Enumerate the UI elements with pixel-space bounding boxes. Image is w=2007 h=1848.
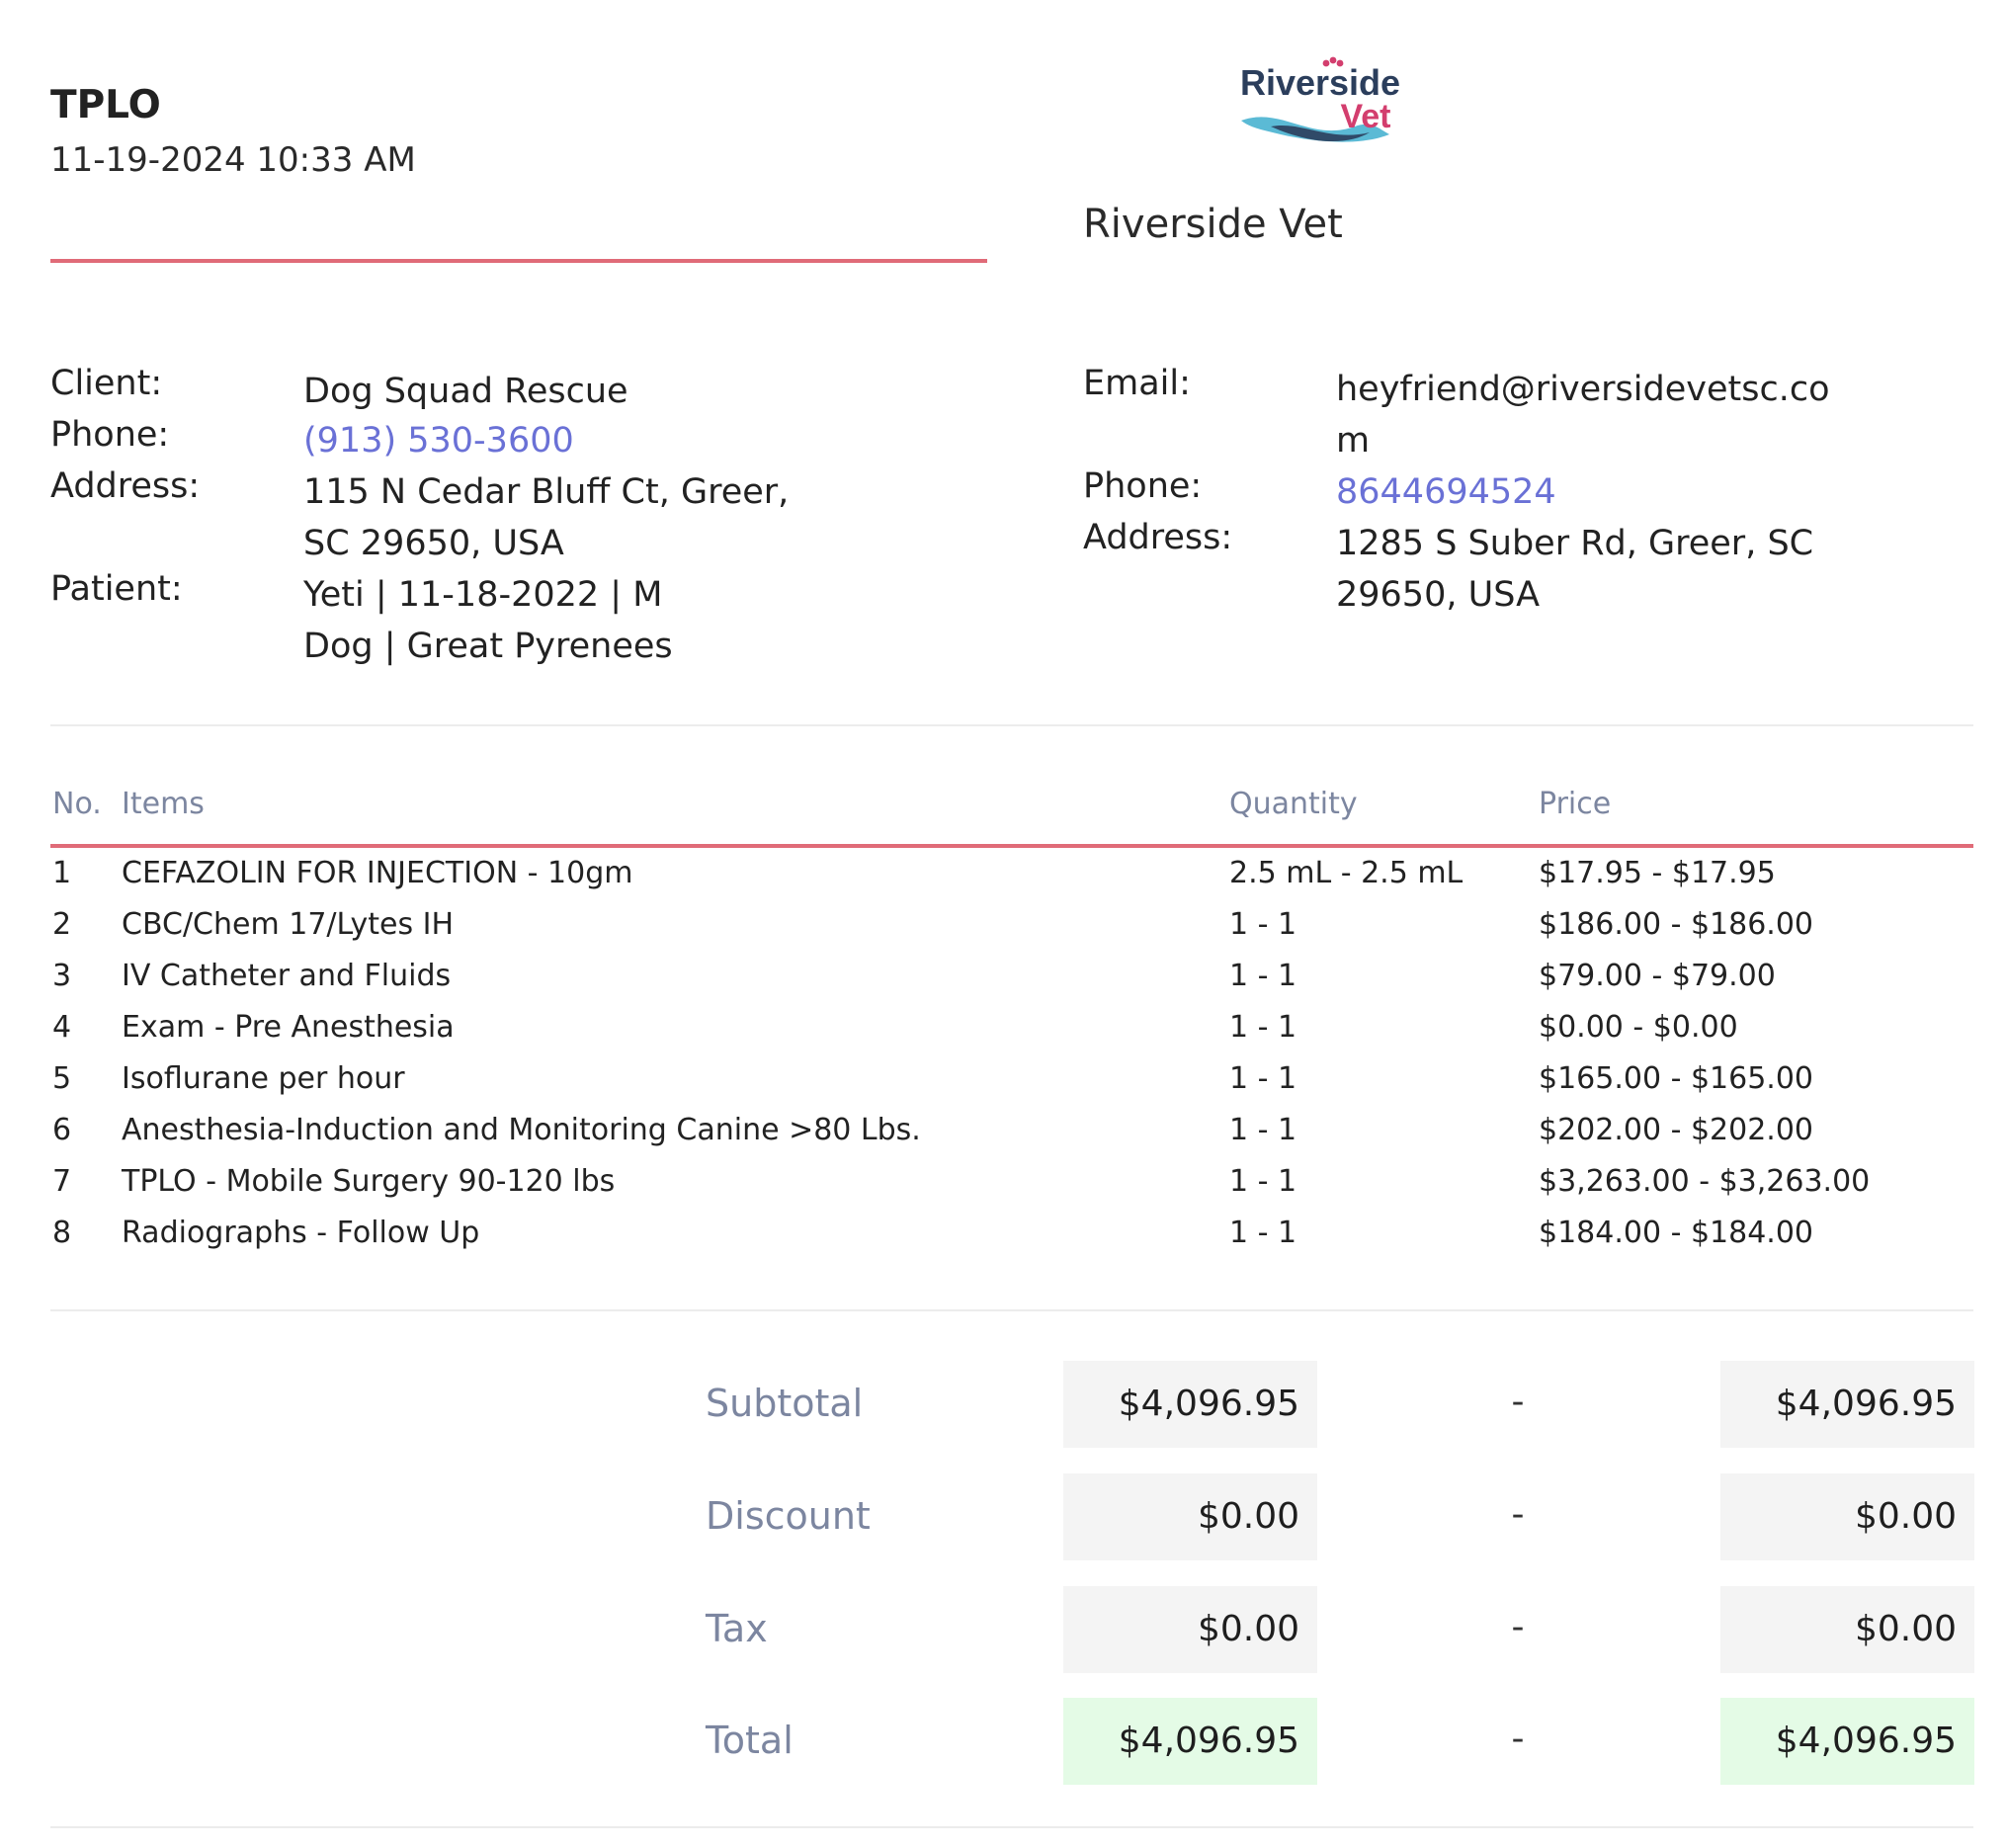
riverside-vet-logo bbox=[1221, 51, 1419, 150]
patient-line1: Yeti | 11-18-2022 | M bbox=[303, 575, 663, 615]
client-address-line1: 115 N Cedar Bluff Ct, Greer, bbox=[303, 472, 790, 512]
table-row bbox=[0, 1164, 2007, 1216]
discount-high: $0.00 bbox=[1720, 1473, 1974, 1560]
estimate-title: TPLO bbox=[50, 83, 161, 127]
row-price: $17.95 - $17.95 bbox=[1539, 856, 1776, 890]
discount-label: Discount bbox=[706, 1494, 871, 1538]
table-row bbox=[0, 907, 2007, 959]
client-label: Client: bbox=[50, 364, 163, 403]
total-label: Total bbox=[706, 1719, 794, 1762]
row-price: $184.00 - $184.00 bbox=[1539, 1216, 1814, 1250]
tax-high: $0.00 bbox=[1720, 1586, 1974, 1673]
row-number: 2 bbox=[52, 907, 72, 942]
table-row bbox=[0, 1061, 2007, 1113]
col-header-no: No. bbox=[52, 787, 102, 821]
tax-separator: - bbox=[1511, 1607, 1525, 1647]
client-phone-label: Phone: bbox=[50, 415, 170, 455]
table-row bbox=[0, 1216, 2007, 1267]
row-item: Exam - Pre Anesthesia bbox=[122, 1010, 455, 1045]
client-phone-link[interactable]: (913) 530-3600 bbox=[303, 421, 574, 461]
row-item: CBC/Chem 17/Lytes IH bbox=[122, 907, 455, 942]
client-value: Dog Squad Rescue bbox=[303, 372, 628, 411]
row-quantity: 1 - 1 bbox=[1229, 959, 1297, 993]
row-item: CEFAZOLIN FOR INJECTION - 10gm bbox=[122, 856, 633, 890]
clinic-name: Riverside Vet bbox=[1083, 202, 1343, 247]
logo-text-line2: Vet bbox=[1340, 98, 1391, 135]
row-quantity: 2.5 mL - 2.5 mL bbox=[1229, 856, 1463, 890]
table-row bbox=[0, 959, 2007, 1010]
row-number: 8 bbox=[52, 1216, 72, 1250]
patient-label: Patient: bbox=[50, 569, 183, 609]
row-quantity: 1 - 1 bbox=[1229, 1010, 1297, 1045]
row-number: 6 bbox=[52, 1113, 72, 1147]
row-quantity: 1 - 1 bbox=[1229, 1164, 1297, 1199]
row-price: $0.00 - $0.00 bbox=[1539, 1010, 1738, 1045]
bottom-divider bbox=[50, 1826, 1973, 1828]
row-number: 3 bbox=[52, 959, 72, 993]
row-price: $165.00 - $165.00 bbox=[1539, 1061, 1814, 1096]
row-number: 5 bbox=[52, 1061, 72, 1096]
clinic-address-label: Address: bbox=[1083, 518, 1233, 557]
table-header-rule bbox=[50, 844, 1973, 848]
client-address-line2: SC 29650, USA bbox=[303, 524, 564, 563]
row-price: $186.00 - $186.00 bbox=[1539, 907, 1814, 942]
logo-text-line1: Riverside bbox=[1239, 62, 1401, 103]
col-header-items: Items bbox=[122, 787, 205, 821]
subtotal-high: $4,096.95 bbox=[1720, 1361, 1974, 1448]
discount-low: $0.00 bbox=[1063, 1473, 1317, 1560]
table-row bbox=[0, 856, 2007, 907]
total-separator: - bbox=[1511, 1719, 1525, 1759]
row-price: $202.00 - $202.00 bbox=[1539, 1113, 1814, 1147]
row-quantity: 1 - 1 bbox=[1229, 1216, 1297, 1250]
col-header-price: Price bbox=[1539, 787, 1612, 821]
discount-separator: - bbox=[1511, 1494, 1525, 1535]
clinic-email-line2: m bbox=[1336, 421, 1371, 461]
row-quantity: 1 - 1 bbox=[1229, 1061, 1297, 1096]
clinic-address-line2: 29650, USA bbox=[1336, 575, 1541, 615]
clinic-phone-link[interactable]: 8644694524 bbox=[1336, 472, 1556, 512]
clinic-email-line1: heyfriend@riversidevetsc.co bbox=[1336, 370, 1830, 409]
row-price: $79.00 - $79.00 bbox=[1539, 959, 1776, 993]
total-high: $4,096.95 bbox=[1720, 1698, 1974, 1785]
title-divider bbox=[50, 259, 987, 263]
row-item: Radiographs - Follow Up bbox=[122, 1216, 480, 1250]
row-number: 7 bbox=[52, 1164, 72, 1199]
total-low: $4,096.95 bbox=[1063, 1698, 1317, 1785]
row-quantity: 1 - 1 bbox=[1229, 1113, 1297, 1147]
estimate-datetime: 11-19-2024 10:33 AM bbox=[50, 140, 416, 180]
row-item: Isoflurane per hour bbox=[122, 1061, 405, 1096]
col-header-quantity: Quantity bbox=[1229, 787, 1358, 821]
clinic-phone-label: Phone: bbox=[1083, 466, 1203, 506]
table-row bbox=[0, 1113, 2007, 1164]
patient-line2: Dog | Great Pyrenees bbox=[303, 627, 673, 666]
row-price: $3,263.00 - $3,263.00 bbox=[1539, 1164, 1871, 1199]
tax-label: Tax bbox=[706, 1607, 768, 1650]
row-item: Anesthesia-Induction and Monitoring Canine >80 Lbs. bbox=[122, 1113, 921, 1147]
tax-low: $0.00 bbox=[1063, 1586, 1317, 1673]
table-row bbox=[0, 1010, 2007, 1061]
subtotal-label: Subtotal bbox=[706, 1382, 864, 1425]
subtotal-separator: - bbox=[1511, 1382, 1525, 1422]
subtotal-low: $4,096.95 bbox=[1063, 1361, 1317, 1448]
items-divider bbox=[50, 1309, 1973, 1311]
info-divider bbox=[50, 724, 1973, 726]
clinic-email-label: Email: bbox=[1083, 364, 1191, 403]
row-number: 4 bbox=[52, 1010, 72, 1045]
row-number: 1 bbox=[52, 856, 72, 890]
row-item: IV Catheter and Fluids bbox=[122, 959, 452, 993]
row-quantity: 1 - 1 bbox=[1229, 907, 1297, 942]
clinic-address-line1: 1285 S Suber Rd, Greer, SC bbox=[1336, 524, 1814, 563]
row-item: TPLO - Mobile Surgery 90-120 lbs bbox=[122, 1164, 616, 1199]
client-address-label: Address: bbox=[50, 466, 201, 506]
